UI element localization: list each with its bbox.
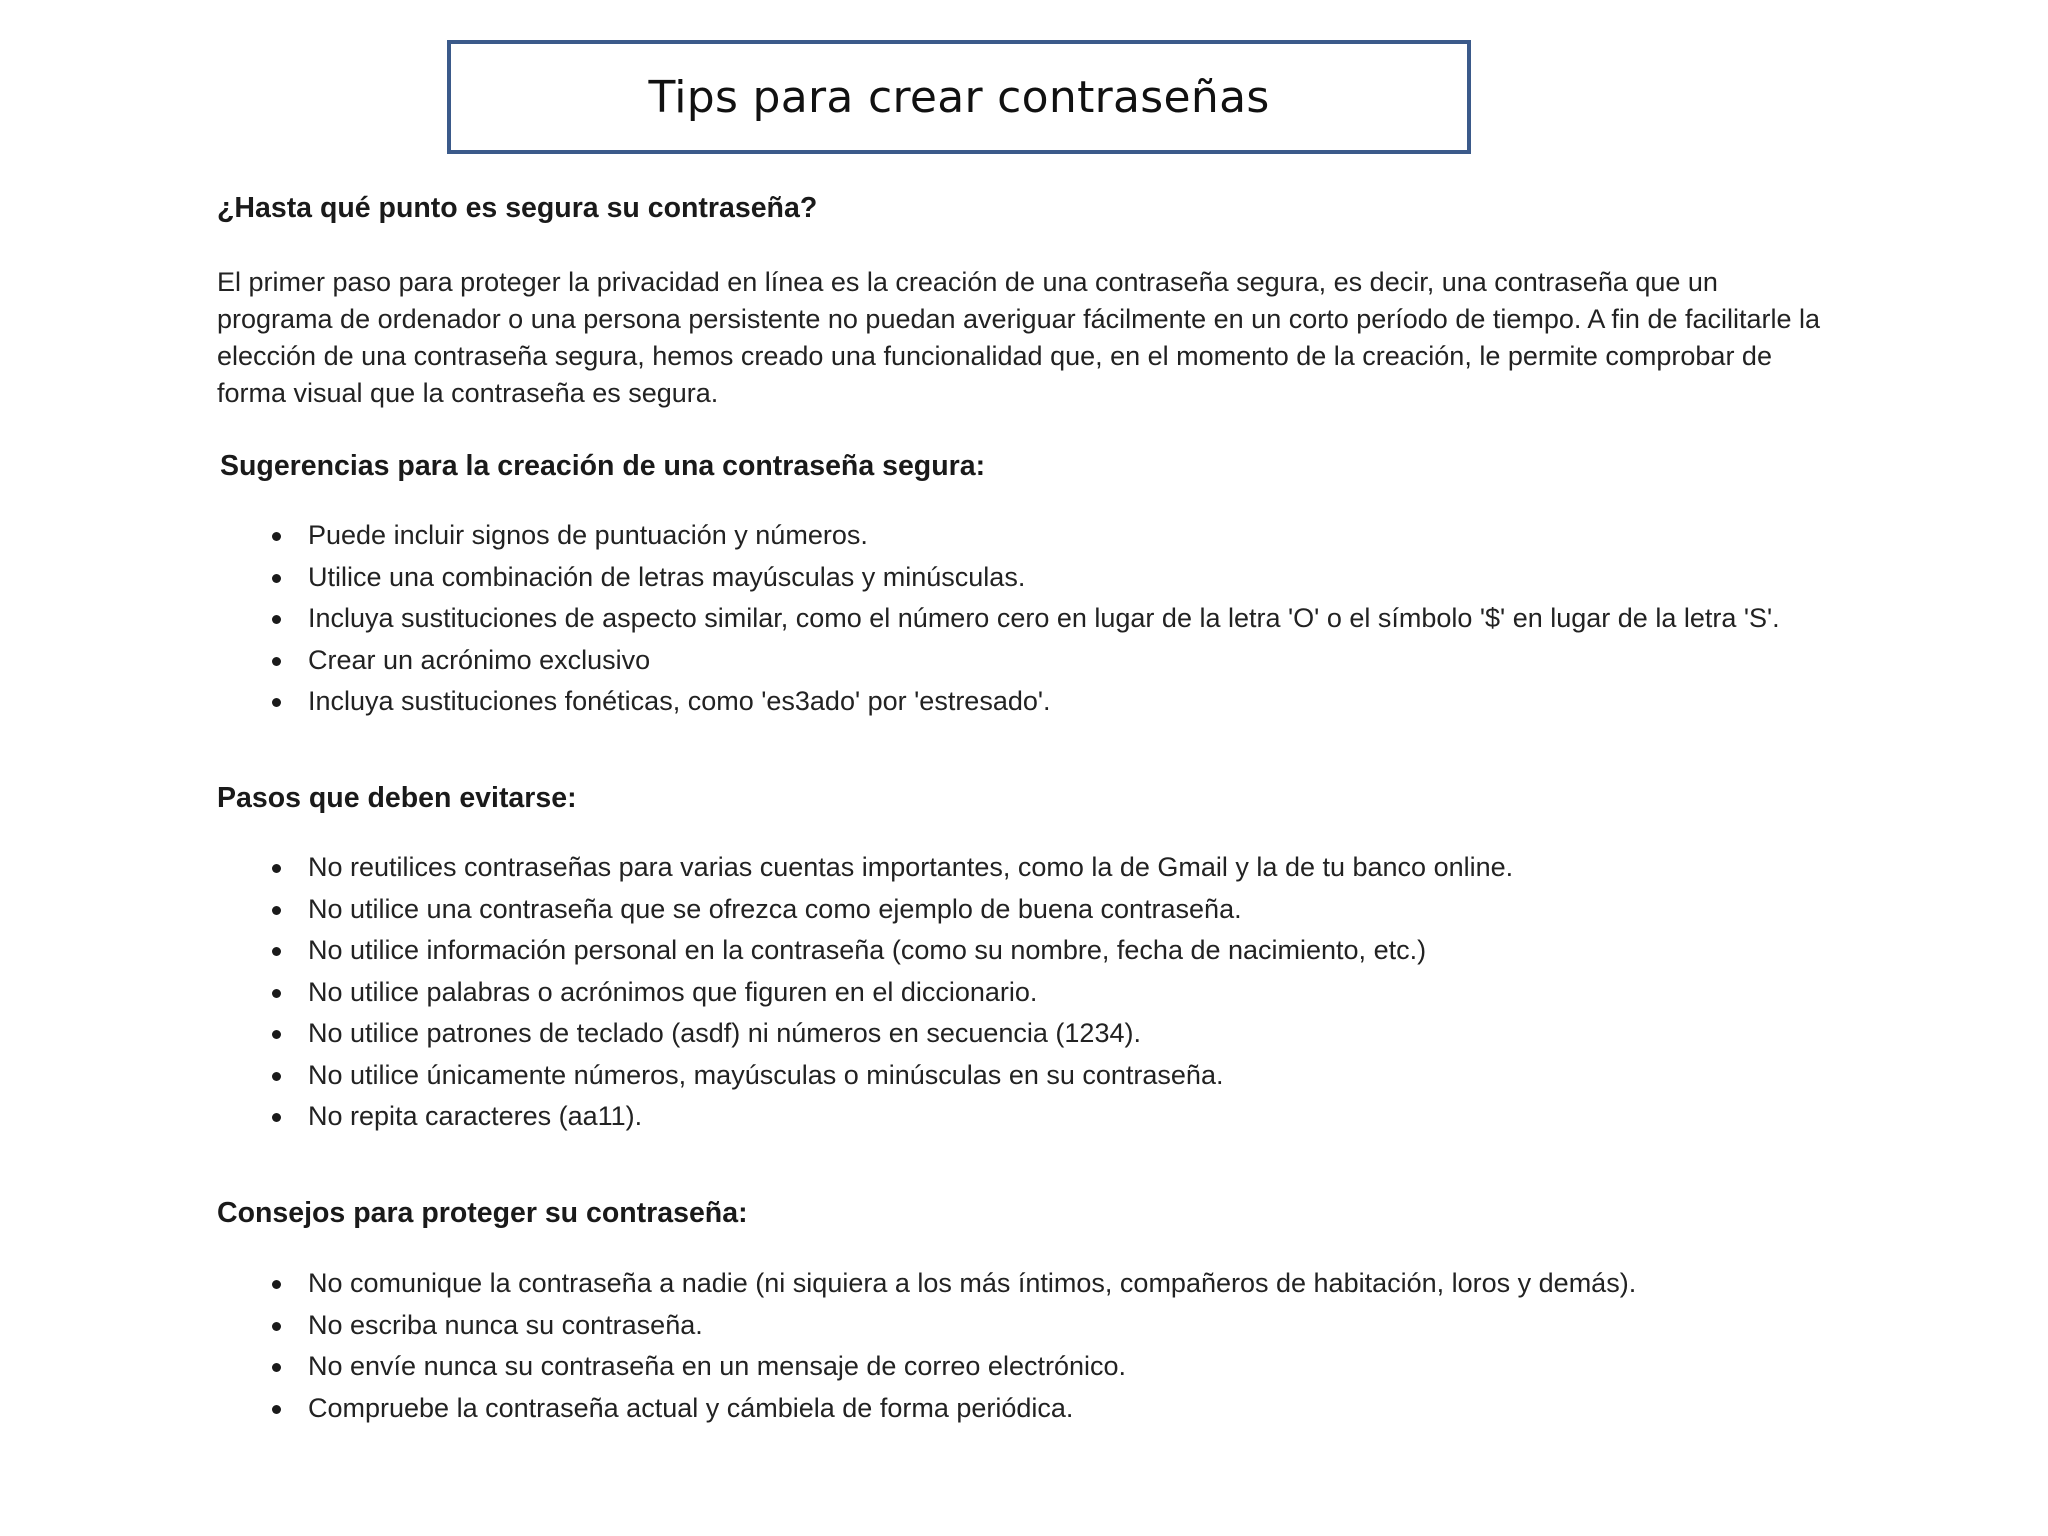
bullet-icon: [272, 1363, 281, 1372]
bullet-icon: [272, 574, 281, 583]
section-heading-avoid: Pasos que deben evitarse:: [217, 782, 577, 814]
bullet-icon: [272, 1405, 281, 1414]
bullet-icon: [272, 1280, 281, 1289]
bullet-icon: [272, 1322, 281, 1331]
bullet-icon: [272, 615, 281, 624]
list-item: [272, 598, 1780, 640]
list-item-text: Compruebe la contraseña actual y cámbiela de forma periódica.: [308, 1392, 1074, 1423]
intro-line: programa de ordenador o una persona persistente no puedan averiguar fácilmente en un corto período de tiempo. A fin de facilitarle la: [217, 304, 1821, 334]
list-item: [272, 1096, 1513, 1138]
list-item-text: No utilice patrones de teclado (asdf) ni números en secuencia (1234).: [308, 1018, 1141, 1048]
intro-paragraph: [217, 264, 1997, 412]
bullet-icon: [272, 1030, 281, 1039]
list-item: [272, 1263, 1636, 1305]
page-title: Tips para crear contraseñas: [648, 71, 1270, 123]
protect-list: [217, 1263, 1636, 1429]
list-item: [272, 1346, 1636, 1388]
intro-line: El primer paso para proteger la privacidad en línea es la creación de una contraseña segura, es decir, una contraseña que un: [217, 267, 1718, 297]
bullet-icon: [272, 864, 281, 873]
title-box: [447, 40, 1471, 154]
list-item-text: No envíe nunca su contraseña en un mensaje de correo electrónico.: [308, 1351, 1127, 1381]
bullet-icon: [272, 989, 281, 998]
list-item-text: No reutilices contraseñas para varias cuentas importantes, como la de Gmail y la de tu banco online.: [308, 852, 1514, 882]
list-item-text: No utilice palabras o acrónimos que figuren en el diccionario.: [308, 976, 1038, 1007]
list-item-text: Crear un acrónimo exclusivo: [308, 644, 651, 675]
list-item: [272, 1388, 1636, 1430]
list-item: [272, 515, 1780, 557]
bullet-icon: [272, 906, 281, 915]
list-item-text: No escriba nunca su contraseña.: [308, 1309, 703, 1340]
list-item-text: Utilice una combinación de letras mayúsculas y minúsculas.: [308, 561, 1026, 592]
list-item: [272, 1305, 1636, 1347]
list-item-text: No comunique la contraseña a nadie (ni siquiera a los más íntimos, compañeros de habitación, loros y demás).: [308, 1268, 1637, 1298]
list-item-text: Incluya sustituciones fonéticas, como 'es3ado' por 'estresado'.: [308, 686, 1051, 716]
suggestions-list: [217, 515, 1780, 723]
intro-line: elección de una contraseña segura, hemos creado una funcionalidad que, en el momento de la creación, le permite comprobar de: [217, 341, 1772, 371]
intro-line: forma visual que la contraseña es segura.: [217, 378, 719, 408]
list-item: [272, 1055, 1513, 1097]
list-item: [272, 889, 1513, 931]
list-item: [272, 640, 1780, 682]
avoid-list: [217, 847, 1513, 1138]
bullet-icon: [272, 1113, 281, 1122]
section-heading-suggestions: Sugerencias para la creación de una contraseña segura:: [220, 450, 986, 482]
list-item: [272, 930, 1513, 972]
bullet-icon: [272, 532, 281, 541]
list-item-text: Incluya sustituciones de aspecto similar, como el número cero en lugar de la letra 'O' o el símbolo '$' en lugar de la letra 'S'.: [308, 603, 1780, 633]
bullet-icon: [272, 1072, 281, 1081]
list-item-text: Puede incluir signos de puntuación y números.: [308, 520, 868, 550]
list-item-text: No utilice una contraseña que se ofrezca como ejemplo de buena contraseña.: [308, 893, 1242, 924]
list-item: [272, 847, 1513, 889]
list-item-text: No utilice información personal en la contraseña (como su nombre, fecha de nacimiento, etc.): [308, 935, 1427, 965]
list-item: [272, 681, 1780, 723]
section-heading-intro: ¿Hasta qué punto es segura su contraseña?: [217, 192, 818, 224]
list-item: [272, 557, 1780, 599]
list-item-text: No repita caracteres (aa11).: [308, 1101, 643, 1131]
bullet-icon: [272, 657, 281, 666]
bullet-icon: [272, 947, 281, 956]
list-item: [272, 1013, 1513, 1055]
section-heading-protect: Consejos para proteger su contraseña:: [217, 1197, 748, 1229]
list-item-text: No utilice únicamente números, mayúsculas o minúsculas en su contraseña.: [308, 1059, 1224, 1090]
list-item: [272, 972, 1513, 1014]
bullet-icon: [272, 698, 281, 707]
